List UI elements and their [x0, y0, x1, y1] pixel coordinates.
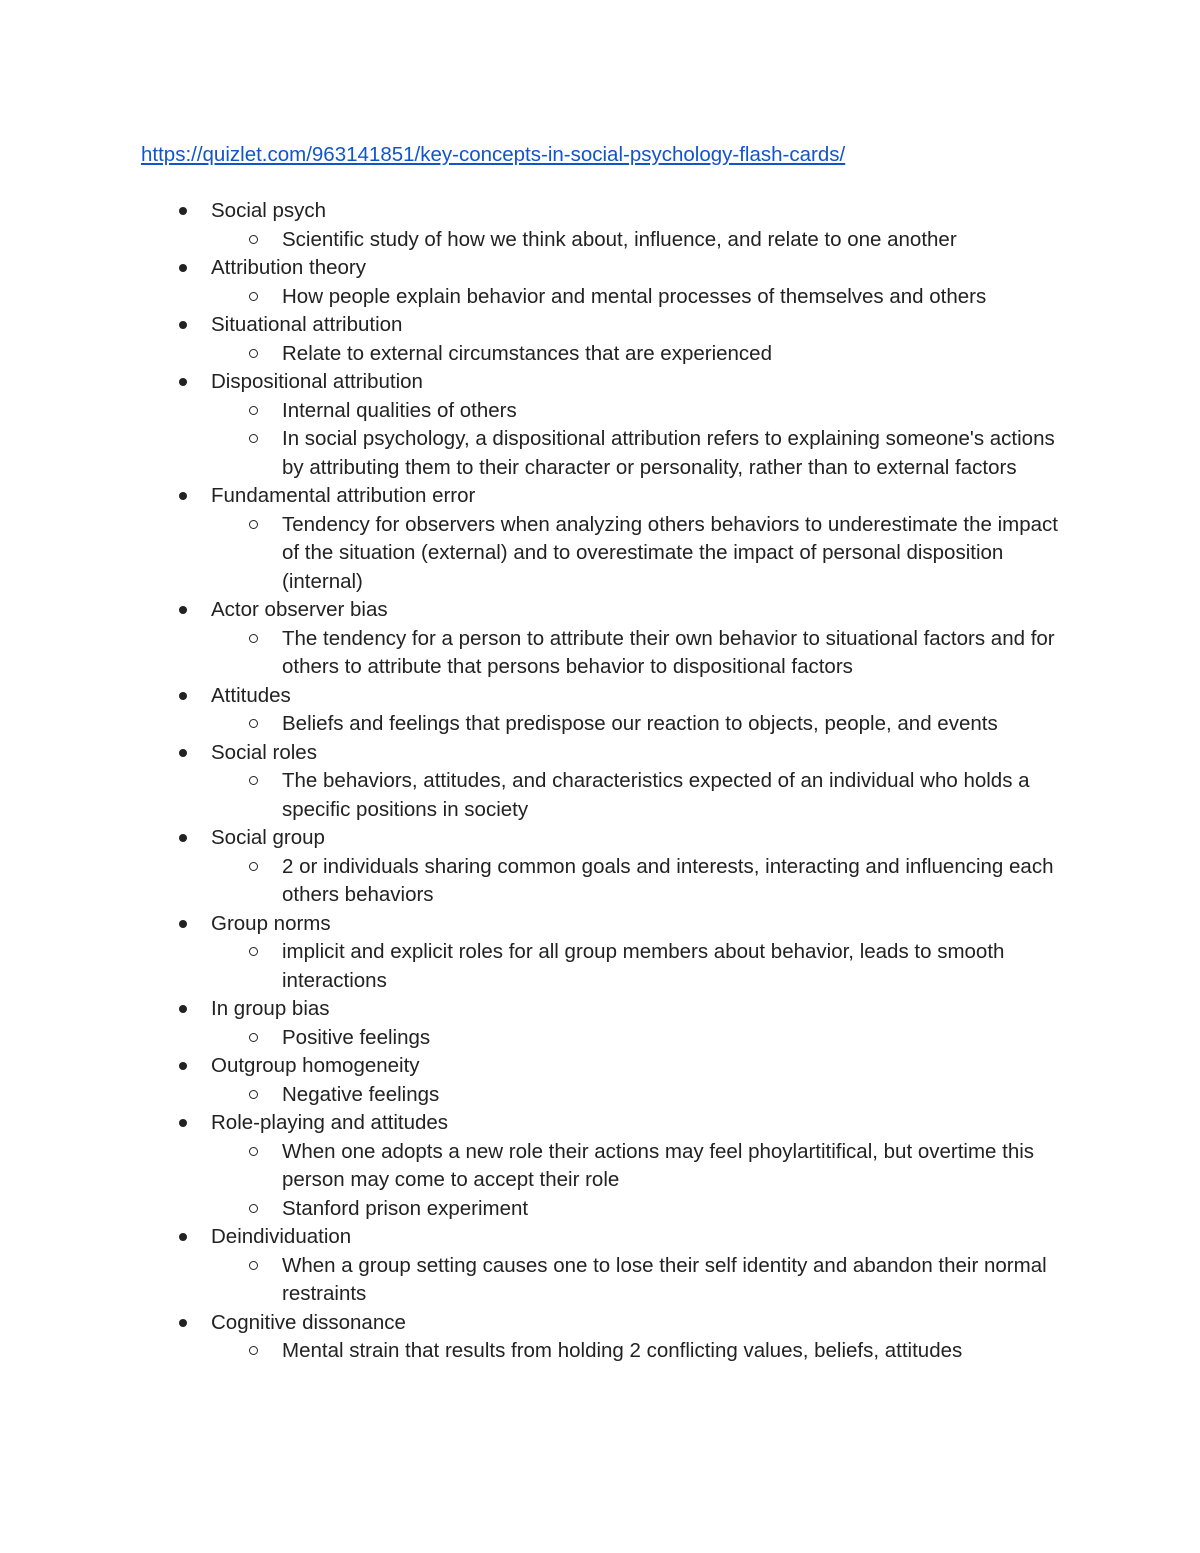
term-label: Attribution theory [211, 256, 366, 279]
definition-list [0, 1081, 1200, 1110]
definition-text: When one adopts a new role their actions may feel phoylartitifical, but overtime this person may come to accept their role [282, 1139, 1035, 1191]
definition-item [0, 397, 1200, 426]
definition-item [0, 1024, 1200, 1053]
bullet-filled-icon [179, 1062, 187, 1070]
term-item [0, 1223, 1200, 1309]
definition-text: The behaviors, attitudes, and characteristics expected of an individual who holds a specific positions in society [282, 769, 1030, 821]
definition-item [0, 1195, 1200, 1224]
definition-text: The tendency for a person to attribute their own behavior to situational factors and for others to attribute that persons behavior to dispositional factors [282, 626, 1055, 678]
definition-text: Tendency for observers when analyzing others behaviors to underestimate the impact of the situation (external) and to overestimate the impact of personal disposition (internal) [282, 512, 1059, 593]
bullet-hollow-icon [249, 1090, 258, 1099]
term-item [0, 682, 1200, 739]
definition-text: Positive feelings [282, 1025, 431, 1049]
term-item [0, 368, 1200, 482]
term-label: Fundamental attribution error [211, 484, 476, 507]
definition-list [0, 1337, 1200, 1366]
term-label: Role-playing and attitudes [211, 1111, 449, 1134]
bullet-hollow-icon [249, 1346, 258, 1355]
term-item [0, 1109, 1200, 1223]
definition-list [0, 226, 1200, 255]
definition-text: Negative feelings [282, 1082, 440, 1106]
definition-item [0, 425, 1200, 482]
term-item [0, 254, 1200, 311]
bullet-hollow-icon [249, 434, 258, 443]
definition-item [0, 938, 1200, 995]
definition-item [0, 1252, 1200, 1309]
term-label: Cognitive dissonance [211, 1310, 406, 1334]
definition-list [0, 625, 1200, 682]
bullet-hollow-icon [249, 235, 258, 244]
definition-text: When a group setting causes one to lose their self identity and abandon their normal restraints [282, 1253, 1047, 1305]
definition-list [0, 1252, 1200, 1309]
definition-list [0, 340, 1200, 369]
term-label: Dispositional attribution [211, 370, 423, 393]
definition-text: Mental strain that results from holding 2 conflicting values, beliefs, attitudes [282, 1339, 963, 1362]
bullet-hollow-icon [249, 1147, 258, 1156]
bullet-hollow-icon [249, 947, 258, 956]
definition-text: Relate to external circumstances that are experienced [282, 341, 772, 365]
definition-text: Beliefs and feelings that predispose our reaction to objects, people, and events [282, 712, 998, 735]
bullet-filled-icon [179, 321, 187, 329]
bullet-hollow-icon [249, 776, 258, 785]
bullet-filled-icon [179, 378, 187, 386]
definition-list [0, 853, 1200, 910]
bullet-filled-icon [179, 749, 187, 757]
bullet-hollow-icon [249, 634, 258, 643]
bullet-filled-icon [179, 1233, 187, 1241]
source-link[interactable]: https://quizlet.com/963141851/key-concepts-in-social-psychology-flash-cards/ [141, 143, 846, 166]
term-item [0, 482, 1200, 596]
bullet-filled-icon [179, 207, 187, 215]
term-item [0, 824, 1200, 910]
definition-list [0, 1024, 1200, 1053]
definition-item [0, 625, 1200, 682]
bullet-hollow-icon [249, 520, 258, 529]
definition-text: Stanford prison experiment [282, 1196, 529, 1220]
bullet-filled-icon [179, 834, 187, 842]
bullet-hollow-icon [249, 406, 258, 415]
term-item [0, 1052, 1200, 1109]
term-item [0, 910, 1200, 996]
definition-item [0, 710, 1200, 739]
bullet-filled-icon [179, 692, 187, 700]
definition-text: How people explain behavior and mental processes of themselves and others [282, 284, 987, 308]
bullet-filled-icon [179, 1319, 187, 1327]
term-label: Outgroup homogeneity [211, 1054, 420, 1077]
term-label: Actor observer bias [211, 598, 388, 621]
term-item [0, 197, 1200, 254]
definition-text: In social psychology, a dispositional attribution refers to explaining someone's actions by attributing them to their character or personality, rather than to external factors [282, 427, 1055, 479]
bullet-hollow-icon [249, 349, 258, 358]
definition-list [0, 938, 1200, 995]
definition-text: 2 or individuals sharing common goals and interests, interacting and influencing each others behaviors [282, 854, 1054, 906]
definition-list [0, 1138, 1200, 1224]
term-label: Social psych [211, 199, 327, 222]
term-label: Social group [211, 826, 325, 849]
definition-item [0, 1337, 1200, 1366]
bullet-filled-icon [179, 1119, 187, 1127]
definition-item [0, 767, 1200, 824]
definition-item [0, 1138, 1200, 1195]
bullet-filled-icon [179, 492, 187, 500]
definition-item [0, 340, 1200, 369]
definition-list [0, 767, 1200, 824]
definition-text: implicit and explicit roles for all group members about behavior, leads to smooth interactions [282, 940, 1005, 992]
definition-item [0, 226, 1200, 255]
term-label: Situational attribution [211, 313, 403, 336]
term-item [0, 995, 1200, 1052]
definition-item [0, 511, 1200, 597]
bullet-filled-icon [179, 1005, 187, 1013]
bullet-hollow-icon [249, 292, 258, 301]
bullet-filled-icon [179, 264, 187, 272]
term-item [0, 1309, 1200, 1366]
bullet-hollow-icon [249, 862, 258, 871]
term-item [0, 739, 1200, 825]
term-label: Deindividuation [211, 1225, 352, 1248]
definition-item [0, 1081, 1200, 1110]
bullet-filled-icon [179, 606, 187, 614]
definition-list [0, 710, 1200, 739]
bullet-hollow-icon [249, 1033, 258, 1042]
definition-item [0, 283, 1200, 312]
term-item [0, 311, 1200, 368]
term-label: Social roles [211, 740, 317, 764]
definition-list [0, 397, 1200, 483]
bullet-hollow-icon [249, 1204, 258, 1213]
term-list [0, 197, 1200, 1366]
term-label: In group bias [211, 997, 330, 1020]
term-label: Group norms [211, 911, 331, 935]
definition-text: Internal qualities of others [282, 398, 517, 422]
definition-text: Scientific study of how we think about, influence, and relate to one another [282, 227, 957, 251]
definition-item [0, 853, 1200, 910]
term-item [0, 596, 1200, 682]
bullet-hollow-icon [249, 1261, 258, 1270]
bullet-hollow-icon [249, 719, 258, 728]
bullet-filled-icon [179, 920, 187, 928]
term-label: Attitudes [211, 683, 291, 707]
definition-list [0, 511, 1200, 597]
definition-list [0, 283, 1200, 312]
